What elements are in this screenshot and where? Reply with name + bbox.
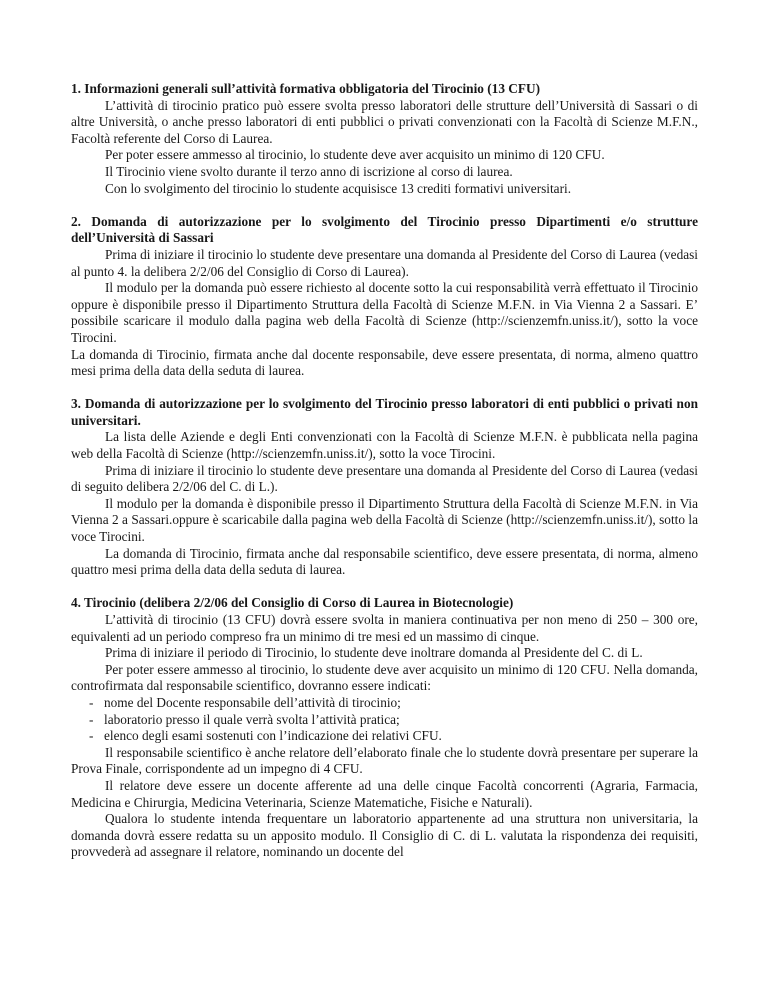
section-1-heading: 1. Informazioni generali sull’attività formativa obbligatoria del Tirocinio (13 CFU) — [71, 81, 541, 96]
paragraph: Il Tirocinio viene svolto durante il terzo anno di iscrizione al corso di laurea. — [105, 163, 513, 179]
paragraph: L’attività di tirocinio pratico può essere svolta presso laboratori delle strutture dell’Università di Sassari o di altre Università, o anche presso laboratori di enti pubblici o privati convenzionati con la Facoltà di Scienze M.F.N., Facoltà referente del Corso di Laurea. — [71, 97, 698, 146]
paragraph: La lista delle Aziende e degli Enti convenzionati con la Facoltà di Scienze M.F.N. è pubblicata nella pagina web della Facoltà di Scienze (http://scienzemfn.uniss.it/), sotto la voce Tirocini. — [71, 429, 698, 462]
paragraph: La domanda di Tirocinio, firmata anche dal docente responsabile, deve essere presentata, di norma, almeno quattro mesi prima della data della seduta di laurea. — [71, 346, 698, 379]
section-3 — [71, 396, 698, 579]
paragraph: Il modulo per la domanda può essere richiesto al docente sotto la cui responsabilità verrà effettuato il Tirocinio oppure è disponibile presso il Dipartimento Struttura della Facoltà di Scienze M.F.N. in Via Vienna 2 a Sassari. E’ possibile scaricare il modulo dalla pagina web della Facoltà di Scienze (http://scienzemfn.uniss.it/), sotto la voce Tirocini. — [71, 280, 698, 345]
paragraph: La domanda di Tirocinio, firmata anche dal responsabile scientifico, deve essere presentata, di norma, almeno quattro mesi prima della data della seduta di laurea. — [71, 545, 698, 578]
bullet-dash-marker: - — [89, 711, 94, 727]
paragraph: Prima di iniziare il periodo di Tirocinio, lo studente deve inoltrare domanda al Presidente del C. di L. — [105, 645, 643, 661]
paragraph: Per poter essere ammesso al tirocinio, lo studente deve aver acquisito un minimo di 120 CFU. — [105, 147, 605, 163]
paragraph: Il responsabile scientifico è anche relatore dell’elaborato finale che lo studente dovrà presentare per superare la Prova Finale, corrispondente ad un impegno di 4 CFU. — [71, 744, 698, 777]
paragraph: Il modulo per la domanda è disponibile presso il Dipartimento Struttura della Facoltà di Scienze M.F.N. in Via Vienna 2 a Sassari.oppure è scaricabile dalla pagina web della Facoltà di Scienze (http://scienzemfn.uniss.it/), sotto la voce Tirocini. — [71, 495, 698, 545]
paragraph: Prima di iniziare il tirocinio lo studente deve presentare una domanda al Presidente del Corso di Laurea (vedasi al punto 4. la delibera 2/2/06 del Consiglio di Corso di Laurea). — [71, 246, 698, 279]
bullet-item — [71, 712, 698, 729]
bullet-dash-marker: - — [89, 728, 94, 744]
section-4-heading: 4. Tirocinio (delibera 2/2/06 del Consiglio di Corso di Laurea in Biotecnologie) — [71, 595, 514, 611]
bullet-text: nome del Docente responsabile dell’attività di tirocinio; — [104, 694, 401, 710]
section-4 — [71, 595, 698, 861]
paragraph: Il relatore deve essere un docente afferente ad una delle cinque Facoltà concorrenti (Agraria, Farmacia, Medicina e Chirurgia, Medicina Veterinaria, Scienze Matematiche, Fisiche e Naturali). — [71, 777, 698, 810]
paragraph: L’attività di tirocinio (13 CFU) dovrà essere svolta in maniera continuativa per non meno di 250 – 300 ore, equivalenti ad un periodo compreso fra un minimo di tre mesi ed un massimo di cinque. — [71, 612, 698, 644]
bullet-item — [71, 695, 698, 712]
paragraph: Prima di iniziare il tirocinio lo studente deve presentare una domanda al Presidente del Corso di Laurea (vedasi di seguito delibera 2/2/06 del C. di L.). — [71, 462, 698, 495]
paragraph: Qualora lo studente intenda frequentare un laboratorio appartenente ad una struttura non universitaria, la domanda dovrà essere redatta su un apposito modulo. Il Consiglio di C. di L. valutata la rispondenza dei requisiti, provvederà ad assegnare il relatore, nominando un docente del — [71, 811, 698, 860]
bullet-text: elenco degli esami sostenuti con l’indicazione dei relativi CFU. — [104, 728, 442, 744]
bullet-dash-marker: - — [89, 694, 94, 710]
bullet-text: laboratorio presso il quale verrà svolta l’attività pratica; — [104, 711, 400, 727]
section-2-heading: 2. Domanda di autorizzazione per lo svolgimento del Tirocinio presso Dipartimenti e/o strutture dell’Università di Sassari — [71, 213, 698, 246]
paragraph: Per poter essere ammesso al tirocinio, lo studente deve aver acquisito un minimo di 120 CFU. Nella domanda, controfirmata dal responsabile scientifico, dovranno essere indicati: — [71, 661, 698, 694]
section-3-heading: 3. Domanda di autorizzazione per lo svolgimento del Tirocinio presso laboratori di enti pubblici o privati non universitari. — [71, 396, 698, 428]
section-1 — [71, 81, 698, 197]
section-2 — [71, 214, 698, 380]
bullet-item — [71, 728, 698, 745]
bullet-list — [71, 695, 698, 745]
document-content — [71, 81, 698, 861]
paragraph: Con lo svolgimento del tirocinio lo studente acquisisce 13 crediti formativi universitari. — [105, 180, 572, 196]
